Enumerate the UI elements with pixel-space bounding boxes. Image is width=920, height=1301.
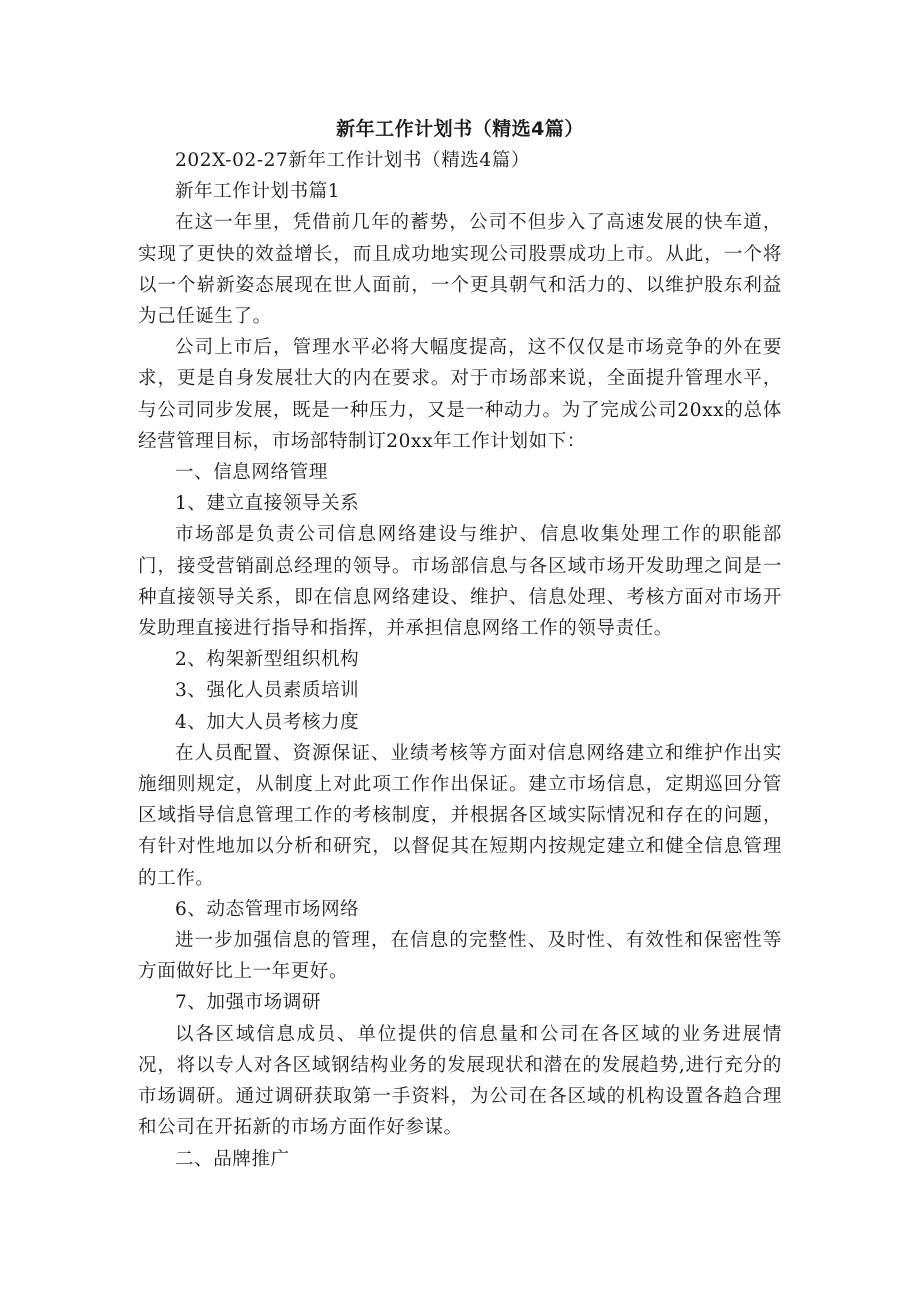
section-heading: 一、信息网络管理 bbox=[175, 462, 328, 484]
subsection-heading: 4、加大人员考核力度 bbox=[175, 711, 360, 733]
document-title: 新年工作计划书（精选4篇） bbox=[336, 118, 584, 140]
body-paragraph: 公司上市后，管理水平必将大幅度提高，这不仅仅是市场竞争的外在要求，更是自身发展壮大的内在要求。对于市场部来说，全面提升管理水平，与公司同步发展，既是一种压力，又是一种动力。为了完成公司20xx的总体经营管理目标，市场部特制订20xx年工作计划如下： bbox=[138, 337, 782, 452]
section-heading: 新年工作计划书篇1 bbox=[175, 181, 341, 203]
section-heading: 二、品牌推广 bbox=[175, 1148, 290, 1170]
date-line: 202X-02-27新年工作计划书（精选4篇） bbox=[175, 150, 530, 171]
body-paragraph: 进一步加强信息的管理，在信息的完整性、及时性、有效性和保密性等方面做好比上一年更好。 bbox=[138, 930, 782, 983]
body-paragraph: 在这一年里，凭借前几年的蓄势，公司不但步入了高速发展的快车道，实现了更快的效益增长，而且成功地实现公司股票成功上市。从此，一个将以一个崭新姿态展现在世人面前，一个更具朝气和活力的、以维护股东利益为己任诞生了。 bbox=[138, 212, 782, 328]
subsection-heading: 7、加强市场调研 bbox=[175, 992, 322, 1014]
subsection-heading: 1、建立直接领导关系 bbox=[175, 493, 360, 515]
body-paragraph: 以各区域信息成员、单位提供的信息量和公司在各区域的业务进展情况，将以专人对各区域钢结构业务的发展现状和潜在的发展趋势,进行充分的市场调研。通过调研获取第一手资料，为公司在各区域的机构设置各趋合理和公司在开拓新的市场方面作好参谋。 bbox=[138, 1023, 782, 1139]
body-paragraph: 市场部是负责公司信息网络建设与维护、信息收集处理工作的职能部门，接受营销副总经理的领导。市场部信息与各区域市场开发助理之间是一种直接领导关系，即在信息网络建设、维护、信息处理、考核方面对市场开发助理直接进行指导和指挥，并承担信息网络工作的领导责任。 bbox=[138, 524, 782, 640]
subsection-heading: 6、动态管理市场网络 bbox=[175, 898, 360, 920]
subsection-heading: 3、强化人员素质培训 bbox=[175, 680, 360, 702]
subsection-heading: 2、构架新型组织机构 bbox=[175, 649, 360, 671]
document-body bbox=[138, 145, 782, 1175]
body-paragraph: 在人员配置、资源保证、业绩考核等方面对信息网络建立和维护作出实施细则规定，从制度上对此项工作作出保证。建立市场信息，定期巡回分管区域指导信息管理工作的考核制度，并根据各区域实际情况和存在的问题，有针对性地加以分析和研究，以督促其在短期内按规定建立和健全信息管理的工作。 bbox=[138, 742, 782, 889]
